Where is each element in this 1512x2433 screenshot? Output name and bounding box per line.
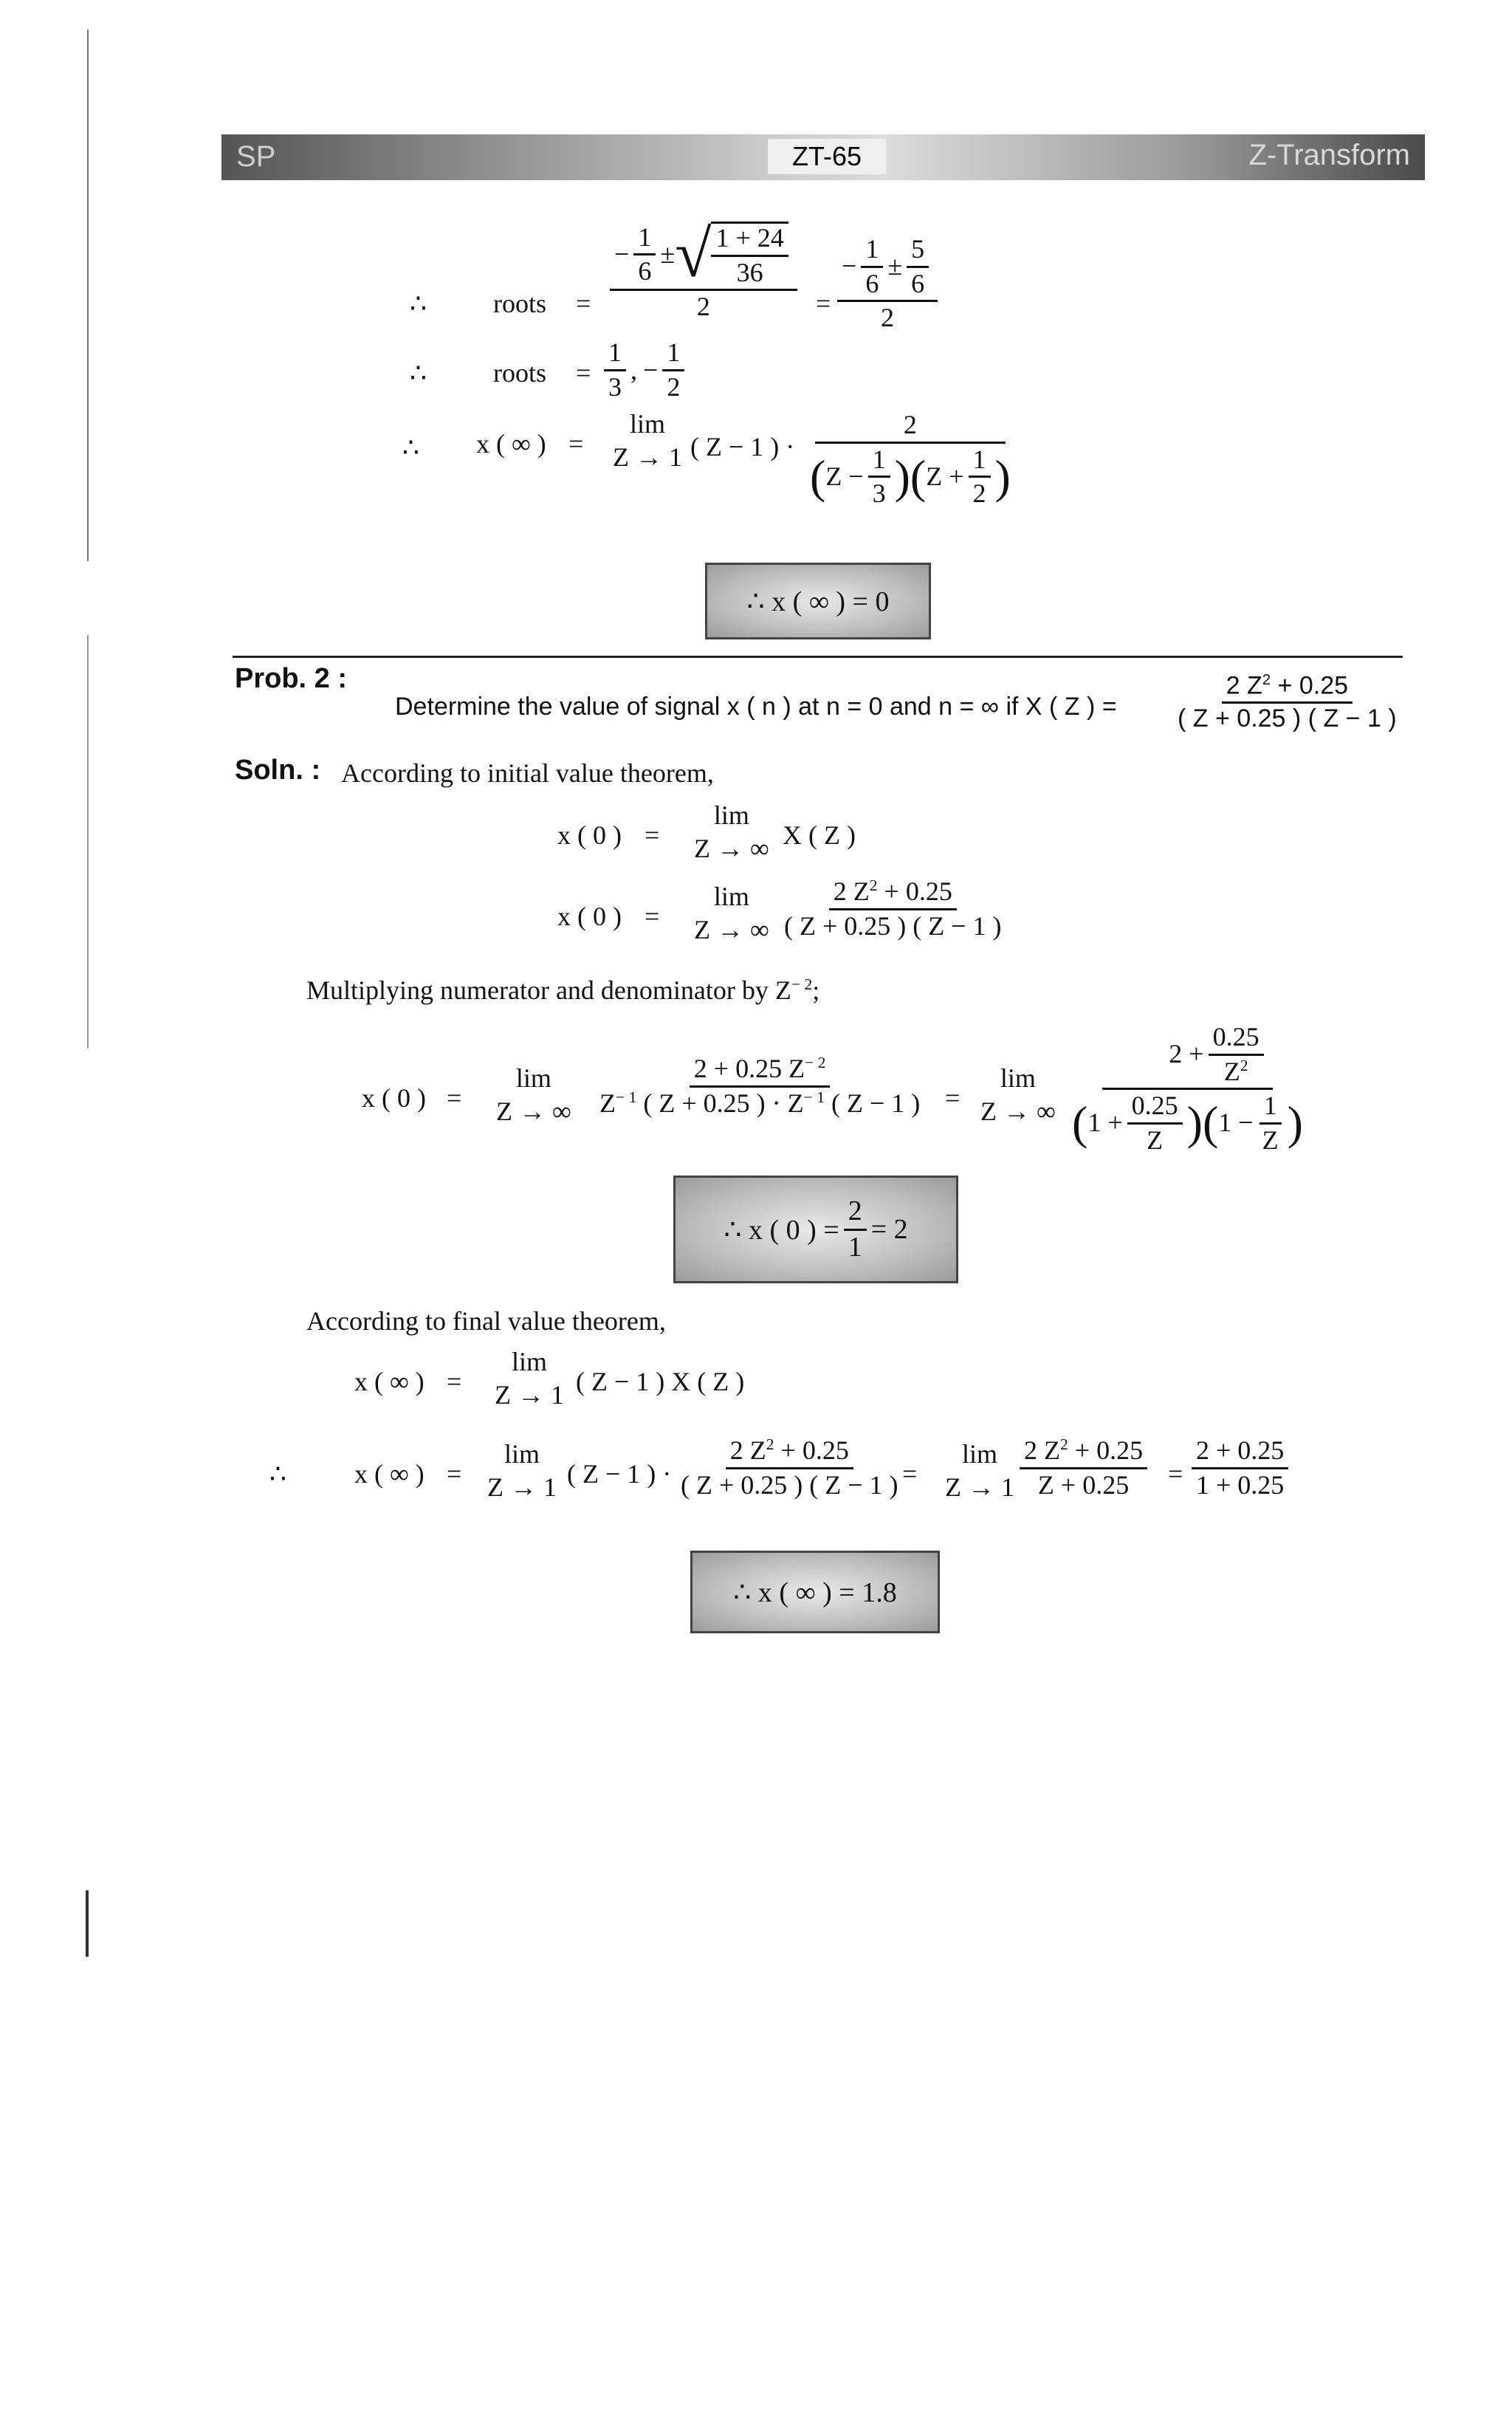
exponent: − 1 <box>803 1088 825 1106</box>
lim-text: lim <box>713 882 749 911</box>
frac-num: 0.25 <box>1127 1091 1183 1125</box>
x0-fraction <box>775 877 1011 941</box>
margin-line-bottom <box>86 1890 89 1957</box>
frac-num: 1 <box>969 445 991 478</box>
x0-fraction-3 <box>1063 1023 1312 1155</box>
frac-num: 2 + 0.25 <box>1192 1436 1288 1469</box>
fraction <box>595 1054 924 1118</box>
comma: , <box>630 355 637 385</box>
plus-minus-sign: ± <box>660 239 676 269</box>
lim-subscript: Z → ∞ <box>980 1097 1056 1126</box>
problem-xz-fraction <box>1169 672 1406 732</box>
roots-label: roots <box>493 289 546 318</box>
num-tail: + 0.25 <box>1068 1435 1144 1465</box>
result-box-x-infinity-1-8: ∴ x ( ∞ ) = 1.8 <box>690 1551 940 1633</box>
x-infinity-label: x ( ∞ ) <box>476 429 546 459</box>
one-sixth <box>633 223 656 286</box>
exponent: − 2 <box>791 975 813 993</box>
frac-num: 1 <box>861 235 883 268</box>
frac-num <box>1102 1023 1272 1090</box>
equals-sign: = <box>645 820 660 850</box>
margin-line-middle <box>87 635 89 1049</box>
therefore-symbol-4: ∴ <box>269 1459 286 1489</box>
sqrt-fraction <box>711 222 788 287</box>
one-half <box>662 338 684 402</box>
fraction <box>1192 1436 1288 1500</box>
limit-operator <box>945 1438 1014 1504</box>
lim-text: lim <box>629 409 665 439</box>
frac-den: 6 <box>865 268 879 298</box>
frac-den: Z <box>1147 1125 1164 1155</box>
plus-minus-sign: ± <box>887 251 903 281</box>
x-inf-fraction-3 <box>1187 1436 1293 1500</box>
frac-num <box>690 1054 831 1088</box>
fraction <box>1173 672 1401 732</box>
x-inf-fraction-1 <box>672 1436 907 1500</box>
frac-num: 2 <box>815 411 1006 444</box>
fraction <box>780 877 1006 941</box>
paren-close: ) <box>894 450 910 503</box>
x0-fraction-2 <box>591 1054 929 1118</box>
x-inf-fraction-2 <box>1015 1436 1152 1500</box>
initial-value-intro: According to initial value theorem, <box>341 758 714 788</box>
den-text: Z <box>1223 1056 1240 1086</box>
frac-den: 2 <box>667 371 681 402</box>
num-text: 2 Z <box>833 876 870 906</box>
lim-subscript: Z → ∞ <box>694 834 769 863</box>
limit-z-to-1-3 <box>938 1438 1022 1504</box>
therefore-symbol: ∴ <box>410 289 427 318</box>
equals-sign-4: = <box>568 429 584 459</box>
num-text: 2 + 0.25 Z <box>693 1054 805 1083</box>
frac-den: 3 <box>608 371 622 402</box>
lim-text: lim <box>713 800 749 830</box>
den-b: ( Z + 0.25 ) · Z <box>636 1088 804 1118</box>
inner-fraction <box>1258 1091 1283 1155</box>
problem-label: Prob. 2 : <box>235 663 348 694</box>
den-c: ( Z − 1 ) <box>825 1088 921 1118</box>
final-value-intro: According to final value theorem, <box>306 1306 666 1336</box>
frac-den: ( Z + 0.25 ) ( Z − 1 ) <box>784 910 1002 941</box>
result-tail: = 2 <box>870 1214 908 1245</box>
frac-num <box>1222 672 1353 704</box>
equals-sign: = <box>576 289 591 318</box>
limit-operator <box>496 1062 571 1128</box>
header-right-text: Z-Transform <box>1248 139 1410 171</box>
lim-text: lim <box>511 1347 547 1376</box>
equals-sign-3: = <box>576 358 591 388</box>
exponent: 2 <box>1240 1056 1248 1074</box>
frac-num: 5 <box>907 235 929 268</box>
equals-sign-2: = <box>645 902 660 931</box>
roots-fraction-left <box>610 217 797 322</box>
frac-den <box>805 444 1015 509</box>
den-b: 1 − <box>1218 1108 1254 1138</box>
therefore-symbol-2: ∴ <box>410 358 427 388</box>
num-text: 2 + <box>1169 1039 1204 1069</box>
frac-den: 1 <box>848 1231 862 1263</box>
therefore-symbol-3: ∴ <box>402 433 419 462</box>
limit-operator <box>613 408 682 474</box>
fraction-denominator: 2 <box>881 303 895 333</box>
frac-den: 2 <box>972 478 986 509</box>
frac-den <box>1068 1090 1307 1155</box>
x-infinity-label-2: x ( ∞ ) <box>354 1459 425 1489</box>
frac-num <box>726 1436 853 1469</box>
num-tail: + 0.25 <box>1271 671 1349 700</box>
frac-den: Z <box>1262 1125 1279 1155</box>
one-sixth <box>861 235 883 298</box>
limit-z-to-1 <box>487 1345 571 1412</box>
lim-text: lim <box>504 1439 540 1469</box>
equals-sign-8: = <box>1168 1459 1183 1489</box>
roots-fraction-right <box>837 235 938 333</box>
equals-sign-2: = <box>816 289 831 318</box>
frac-num: 1 <box>633 223 656 256</box>
frac-num: 1 <box>604 338 626 371</box>
limit-operator <box>694 799 769 865</box>
zm1-xz-term: ( Z − 1 ) X ( Z ) <box>576 1367 745 1396</box>
lim-subscript: Z → ∞ <box>496 1097 571 1126</box>
den-a: 1 + <box>1087 1108 1123 1138</box>
fraction <box>1068 1023 1307 1155</box>
limit-operator <box>694 880 769 947</box>
result-box-x-infinity-0: ∴ x ( ∞ ) = 0 <box>705 563 931 639</box>
frac-num: 1 <box>1260 1091 1282 1125</box>
x0-label: x ( 0 ) <box>557 820 622 850</box>
frac-den: 1 + 0.25 <box>1196 1469 1285 1500</box>
z-minus: Z − <box>825 461 864 491</box>
exponent: 2 <box>869 876 878 894</box>
multiply-text: Multiplying numerator and denominator by Z <box>306 975 791 1005</box>
frac-den: 6 <box>638 256 652 286</box>
frac-num <box>829 877 957 910</box>
exponent: − 1 <box>616 1088 637 1106</box>
limit-operator <box>980 1062 1056 1128</box>
z-minus-one-factor: ( Z − 1 ) · <box>690 432 795 461</box>
inner-fraction <box>1127 1091 1183 1155</box>
one-third <box>868 445 890 509</box>
lim-subscript: Z → 1 <box>495 1380 564 1410</box>
lim-subscript: Z → 1 <box>613 442 682 472</box>
final-fraction <box>801 411 1020 509</box>
zm1-dot-term: ( Z − 1 ) · <box>567 1459 672 1489</box>
exponent: 2 <box>766 1435 774 1453</box>
exponent: − 2 <box>805 1054 826 1071</box>
roots-expression-2 <box>833 235 942 333</box>
result-box-x0-2 <box>673 1176 958 1283</box>
solution-label: Soln. : <box>235 755 321 786</box>
frac-den: 6 <box>911 268 925 298</box>
minus-sign: − <box>842 251 857 281</box>
lim-text: lim <box>515 1063 551 1093</box>
frac-den: 3 <box>872 478 886 509</box>
header-left-text: SP <box>236 140 276 173</box>
xz-term: X ( Z ) <box>783 820 856 850</box>
lim-text: lim <box>1000 1063 1036 1093</box>
fraction-denominator: 2 <box>696 292 710 322</box>
limit-z-to-inf-3 <box>489 1062 579 1128</box>
result-prefix: ∴ x ( 0 ) = <box>724 1214 839 1246</box>
sqrt-symbol: √ <box>675 217 712 291</box>
one-half <box>969 445 991 509</box>
num-text: 2 Z <box>1226 671 1262 700</box>
frac-den: ( Z + 0.25 ) ( Z − 1 ) <box>681 1469 898 1500</box>
multiplying-text <box>306 975 819 1006</box>
limit-z-to-1-2 <box>480 1438 564 1504</box>
section-divider <box>233 656 1403 658</box>
paren-open: ( <box>1202 1097 1219 1150</box>
x-infinity-label: x ( ∞ ) <box>354 1367 425 1396</box>
frac-num: 2 <box>844 1196 867 1231</box>
paren-close: ) <box>994 450 1011 503</box>
frac-num: 1 <box>662 338 684 371</box>
limit-z-to-inf-4 <box>973 1062 1063 1128</box>
z-plus: Z + <box>926 461 964 491</box>
limit-z-to-inf-2 <box>687 880 777 947</box>
equals-sign-4: = <box>945 1083 961 1113</box>
result-fraction <box>844 1196 867 1263</box>
equals-sign-6: = <box>447 1459 462 1489</box>
equals-sign-3: = <box>447 1083 462 1113</box>
multiply-tail: ; <box>812 975 820 1005</box>
x0-label-3: x ( 0 ) <box>362 1083 426 1113</box>
lim-text: lim <box>961 1439 997 1469</box>
exponent: 2 <box>1262 672 1271 688</box>
header-band <box>221 134 1425 180</box>
lim-subscript: Z → ∞ <box>694 915 769 944</box>
paren-open: ( <box>810 450 826 503</box>
equals-sign-5: = <box>447 1367 462 1396</box>
margin-line-top <box>87 30 89 561</box>
minus-sign: − <box>614 239 630 269</box>
limit-operator <box>487 1438 557 1504</box>
paren-close: ) <box>1186 1097 1203 1150</box>
num-text: 2 Z <box>729 1435 766 1465</box>
exponent: 2 <box>1060 1435 1068 1453</box>
five-sixths <box>907 235 929 298</box>
den-a: Z <box>599 1088 616 1118</box>
frac-den: ( Z + 0.25 ) ( Z − 1 ) <box>1178 704 1397 732</box>
paren-close: ) <box>1287 1097 1303 1150</box>
x0-label-2: x ( 0 ) <box>557 902 622 931</box>
lim-subscript: Z → 1 <box>487 1472 557 1502</box>
num-tail: + 0.25 <box>877 876 952 906</box>
limit-operator <box>495 1345 564 1412</box>
page-number: ZT-65 <box>768 139 886 174</box>
problem-text: Determine the value of signal x ( n ) at n = 0 and n = ∞ if X ( Z ) = <box>395 693 1117 721</box>
limit-z-to-inf <box>687 799 777 865</box>
inner-fraction <box>1209 1023 1264 1086</box>
frac-den: Z + 0.25 <box>1037 1469 1130 1500</box>
num-text: 2 Z <box>1024 1435 1060 1465</box>
fraction <box>1020 1436 1147 1500</box>
sqrt-den: 36 <box>736 257 763 287</box>
roots-values <box>599 338 689 402</box>
fraction <box>805 411 1015 509</box>
num-tail: + 0.25 <box>774 1435 849 1465</box>
one-third <box>604 338 626 402</box>
sqrt-num: 1 + 24 <box>711 224 788 257</box>
paren-open: ( <box>1072 1097 1088 1150</box>
frac-den <box>1220 1056 1253 1087</box>
minus-sign: − <box>643 355 659 385</box>
fraction <box>676 1436 903 1500</box>
frac-num: 1 <box>868 445 890 478</box>
equals-sign-7: = <box>902 1459 918 1489</box>
roots-label-2: roots <box>493 358 546 388</box>
limit-z-to-1 <box>605 408 690 474</box>
frac-den <box>595 1088 924 1119</box>
paren-open: ( <box>910 450 927 503</box>
roots-expression-1 <box>605 217 802 322</box>
frac-num: 0.25 <box>1209 1023 1264 1056</box>
lim-subscript: Z → 1 <box>945 1472 1014 1502</box>
frac-num <box>1020 1436 1147 1469</box>
